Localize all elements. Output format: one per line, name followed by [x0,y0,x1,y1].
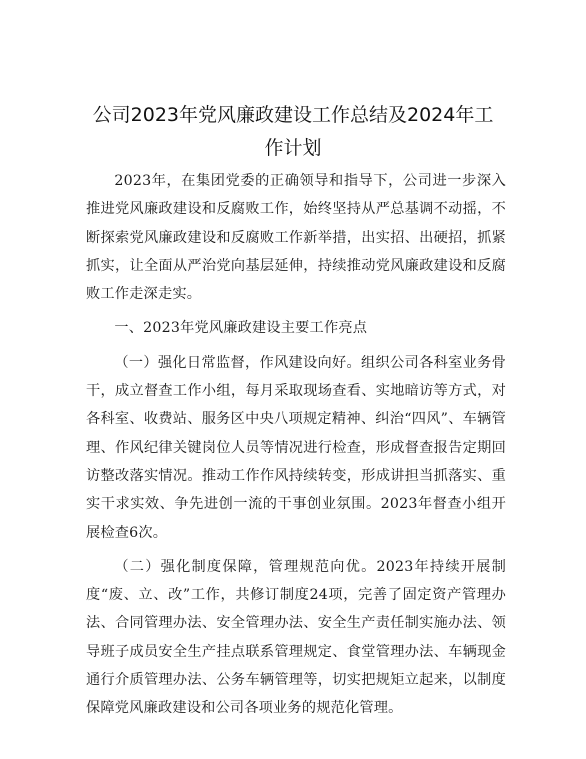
document-body [86,167,506,723]
intro-paragraph: 2023年，在集团党委的正确领导和指导下，公司进一步深入推进党风廉政建设和反腐败工作，始终坚持从严总基调不动摇，不断探索党风廉政建设和反腐败工作新举措，出实招、出硬招，抓紧抓实，让全面从严治党向基层延伸，持续推动党风廉政建设和反腐败工作走深走实。 [86,173,506,303]
item-paragraph-2: （二）强化制度保障，管理规范向优。2023年持续开展制度“废、立、改”工作，共修订制度24项，完善了固定资产管理办法、合同管理办法、安全管理办法、安全生产责任制实施办法、领导班子成员安全生产挂点联系管理规定、食堂管理办法、车辆现金通行介质管理办法、公务车辆管理等，切实把规矩立起来，以制度保障党风廉政建设和公司各项业务的规范化管理。 [86,558,506,717]
section-heading: 一、2023年党风廉政建设主要工作亮点 [114,320,368,337]
item-paragraph-1: （一）强化日常监督，作风建设向好。组织公司各科室业务骨干，成立督查工作小组，每月采取现场查看、实地暗访等方式，对各科室、收费站、服务区中央八项规定精神、纠治“四风”、车辆管理、作风纪律关键岗位人员等情况进行检查，形成督查报告定期回访整改落实情况。推动工作作风持续转变，形成讲担当抓落实、重实干求实效、争先进创一流的干事创业氛围。2023年督查小组开展检查6次。 [86,354,506,541]
document-title: 公司2023年党风廉政建设工作总结及2024年工作计划 [92,104,494,159]
